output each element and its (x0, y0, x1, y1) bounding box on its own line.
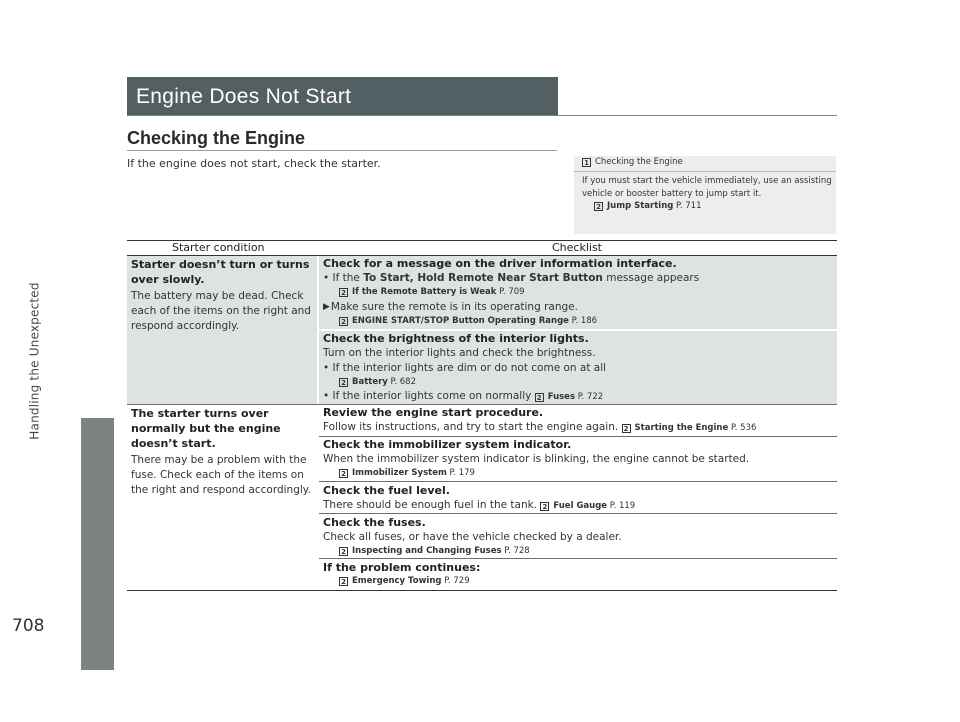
row-divider (319, 558, 837, 559)
note-marker-icon: 1 (582, 158, 591, 167)
group2-check2 (323, 437, 835, 480)
section-side-label (0, 0, 69, 722)
reference-link[interactable]: 2 Fuel Gauge P. 119 (540, 501, 635, 511)
check-title: Check for a message on the driver information interface. (323, 257, 677, 270)
bullet-icon: • (323, 362, 333, 374)
reference-arrow-icon: 2 (540, 502, 549, 511)
check-text: There should be enough fuel in the tank. 2 Fuel Gauge P. 119 (323, 499, 636, 511)
note-heading: 1 Checking the Engine (582, 157, 683, 167)
reference-link[interactable]: 2 Battery P. 682 (323, 376, 835, 389)
reference-link[interactable]: 2 Fuses P. 722 (535, 392, 603, 402)
check-title: If the problem continues: (323, 561, 481, 574)
reference-arrow-icon: 2 (339, 547, 348, 556)
reference-link[interactable]: 2 Immobilizer System P. 179 (323, 467, 835, 480)
group1-check2 (323, 331, 835, 404)
check-title: Review the engine start procedure. (323, 406, 544, 419)
group1-condition-text: The battery may be dead. Check each of the items on the right and respond accordingly. (131, 290, 311, 332)
group1-condition (131, 257, 311, 334)
row-divider (319, 513, 837, 514)
check-title: Check the immobilizer system indicator. (323, 438, 572, 451)
reference-arrow-icon: 2 (339, 469, 348, 478)
bullet-icon: • (323, 272, 333, 284)
intro-text: If the engine does not start, check the starter. (127, 157, 381, 170)
reference-arrow-icon: 2 (339, 378, 348, 387)
section-title: Checking the Engine (127, 128, 306, 148)
reference-arrow-icon: 2 (594, 202, 603, 211)
row-divider (319, 481, 837, 482)
check-title: Check the brightness of the interior lights. (323, 332, 589, 345)
reference-arrow-icon: 2 (339, 288, 348, 297)
check-text: Check all fuses, or have the vehicle checked by a dealer. (323, 531, 622, 543)
check-bullet: • If the interior lights come on normally 2 Fuses P. 722 (323, 390, 604, 402)
check-text: Turn on the interior lights and check the brightness. (323, 347, 596, 359)
reference-link[interactable]: 2 ENGINE START/STOP Button Operating Range P. 186 (323, 315, 835, 328)
reference-link[interactable]: 2 If the Remote Battery is Weak P. 709 (323, 286, 835, 299)
check-text: Follow its instructions, and try to start the engine again. 2 Starting the Engine P. 536 (323, 421, 757, 433)
reference-link[interactable]: 2 Starting the Engine P. 536 (622, 423, 757, 433)
header-rule (127, 115, 837, 116)
check-bullet: • If the To Start, Hold Remote Near Start Button message appears (323, 272, 700, 284)
group1-check1 (323, 256, 835, 328)
check-bullet: • If the interior lights are dim or do not come on at all (323, 362, 607, 374)
side-label-text: Handling the Unexpected (27, 282, 42, 440)
group2-condition-title: The starter turns over normally but the engine doesn’t start. (131, 407, 281, 450)
reference-arrow-icon: 2 (622, 424, 631, 433)
check-text: When the immobilizer system indicator is blinking, the engine cannot be started. (323, 453, 750, 465)
check-title: Check the fuel level. (323, 484, 450, 497)
section-rule (127, 150, 557, 151)
reference-arrow-icon: 2 (339, 317, 348, 326)
group2-check5 (323, 560, 835, 588)
table-bottom-rule (127, 590, 837, 591)
group2-condition-text: There may be a problem with the fuse. Check each of the items on the right and respond accordingly. (131, 454, 311, 496)
group2-check3 (323, 483, 835, 513)
header-starter-condition: Starter condition (172, 241, 265, 254)
header-checklist: Checklist (552, 241, 602, 254)
triangle-bullet-icon: ▶ (323, 302, 330, 312)
note-reference[interactable]: 2 Jump Starting P. 711 (594, 201, 701, 211)
group2-check1 (323, 405, 835, 435)
check-subitem: ▶Make sure the remote is in its operating range. (323, 301, 578, 313)
page-number: 708 (12, 616, 45, 636)
reference-arrow-icon: 2 (339, 577, 348, 586)
bullet-icon: • (323, 390, 333, 402)
reference-link[interactable]: 2 Inspecting and Changing Fuses P. 728 (323, 545, 835, 558)
group1-condition-title: Starter doesn’t turn or turns over slowly. (131, 258, 310, 286)
section-tab-marker (81, 418, 114, 670)
reference-arrow-icon: 2 (535, 393, 544, 402)
note-body: If you must start the vehicle immediately, use an assisting vehicle or booster battery to jump start it. (582, 176, 832, 199)
page-title: Engine Does Not Start (136, 85, 352, 108)
group2-condition (131, 406, 311, 498)
group2-check4 (323, 515, 835, 558)
reference-link[interactable]: 2 Emergency Towing P. 729 (323, 575, 835, 588)
check-title: Check the fuses. (323, 516, 426, 529)
